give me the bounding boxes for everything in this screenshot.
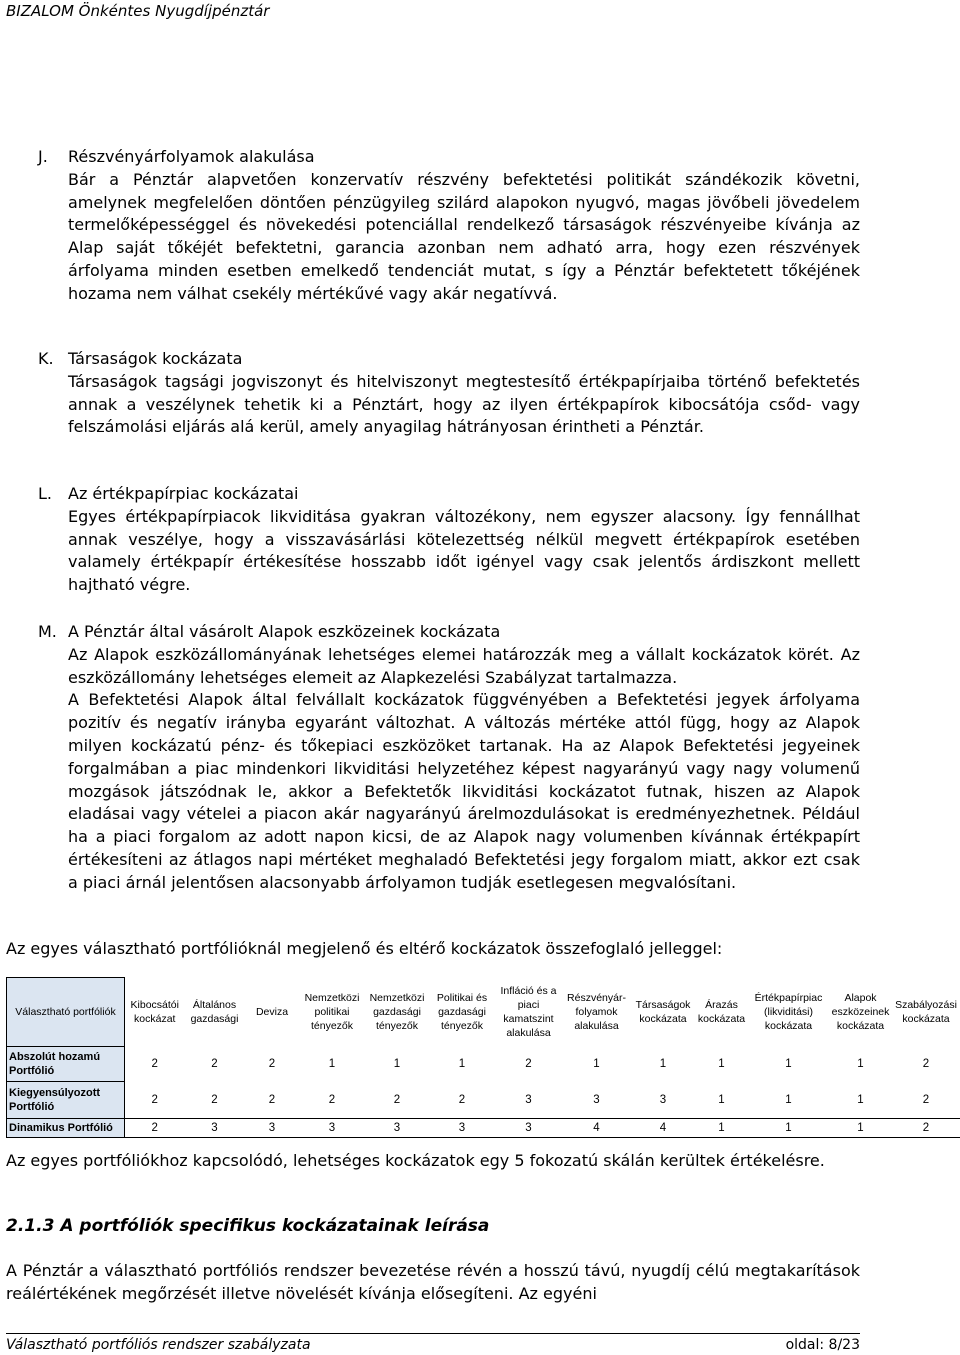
column-header: Árazás kockázata [697, 999, 746, 1025]
table-row [7, 1082, 960, 1119]
section-title: Részvényárfolyamok alakulása [68, 147, 315, 166]
column-header: Általános gazdasági [190, 999, 239, 1025]
column-header: Infláció és a piaci kamatszint alakulása [500, 985, 557, 1039]
risk-value: 2 [125, 1119, 185, 1138]
risk-value: 2 [268, 1058, 276, 1070]
row-label: Kiegyensúlyozott Portfólió [7, 1082, 125, 1119]
column-header: Nemzetközi gazdasági tényezők [369, 992, 425, 1032]
section-title: A Pénztár által vásárolt Alapok eszközeinek kockázata [68, 622, 501, 641]
subsection-heading [6, 1214, 489, 1238]
risk-value: 2 [268, 1093, 276, 1106]
risk-value: 1 [857, 1058, 864, 1070]
scale-note: Az egyes portfóliókhoz kapcsolódó, lehetséges kockázatok egy 5 fokozatú skálán kerültek értékelésre. [6, 1151, 825, 1170]
section-letter: K. [38, 349, 54, 368]
risk-value: 2 [922, 1058, 930, 1070]
risk-table [6, 977, 960, 1138]
section-title-row [38, 483, 860, 506]
column-header: Kibocsátói kockázat [130, 999, 179, 1025]
risk-value: 1 [718, 1058, 725, 1070]
column-header: Alapok eszközeinek kockázata [831, 992, 890, 1032]
section-body [68, 506, 860, 597]
risk-value: 1 [718, 1093, 725, 1106]
section-title: Az értékpapírpiac kockázatai [68, 484, 299, 503]
section-paragraph: Társaságok tagsági jogviszonyt és hitelviszonyt megtestesítő értékpapírjaiba történő befektetés annak a veszélynek tehetik ki a Pénztárt, hogy az ilyen értékpapírok kibocsátója csőd- vagy felszámolási eljárás alá kerül, amely anyagilag hátrányosan érintheti a Pénztár. [68, 371, 860, 437]
page-number: oldal: 8/23 [785, 1337, 860, 1353]
risk-value: 4 [563, 1119, 631, 1138]
risk-value: 1 [393, 1058, 401, 1070]
risk-value: 1 [328, 1058, 336, 1070]
risk-value: 3 [659, 1093, 667, 1106]
section-letter: L. [38, 484, 52, 503]
risk-value: 3 [525, 1093, 532, 1106]
risk-value: 3 [430, 1119, 495, 1138]
footer-document-title: Választható portfóliós rendszer szabályzata [6, 1337, 311, 1353]
section-title: Társaságok kockázata [68, 349, 243, 368]
section-l [38, 483, 860, 597]
footer-divider [6, 1333, 860, 1334]
section-paragraph: Az Alapok eszközállományának lehetséges elemei határozzák meg a vállalt kockázatok körét. Az eszközállomány lehetséges elemeit az Alapkezelési Szabályzat tartalmazza. [68, 644, 860, 687]
risk-value: 3 [593, 1093, 600, 1106]
risk-value: 1 [696, 1119, 748, 1138]
risk-value: 2 [151, 1093, 158, 1106]
risk-value: 2 [328, 1093, 336, 1106]
risk-value: 3 [185, 1119, 245, 1138]
section-body [68, 644, 860, 895]
section-title-row [38, 348, 860, 371]
row-label: Dinamikus Portfólió [7, 1119, 125, 1138]
section-m [38, 621, 860, 895]
section-letter: J. [38, 147, 48, 166]
table-row [7, 1119, 960, 1138]
risk-value: 2 [892, 1119, 960, 1138]
column-header: Deviza [255, 1006, 289, 1018]
risk-value: 1 [830, 1119, 892, 1138]
risk-value: 2 [922, 1093, 930, 1106]
column-header: Politikai és gazdasági tényezők [436, 992, 488, 1032]
risk-value: 1 [659, 1058, 667, 1070]
section-body [68, 169, 860, 306]
risk-table-corner: Választható portfóliók [7, 978, 125, 1047]
risk-value: 2 [525, 1058, 532, 1070]
risk-value: 1 [593, 1058, 600, 1070]
section-title-row [38, 146, 860, 169]
section-title-row [38, 621, 860, 644]
column-header: Társaságok kockázata [635, 999, 691, 1025]
risk-value: 3 [495, 1119, 563, 1138]
document-header: BIZALOM Önkéntes Nyugdíjpénztár [6, 2, 270, 20]
risk-value: 1 [748, 1119, 830, 1138]
section-k [38, 348, 860, 439]
subsection-title: A portfóliók specifikus kockázatainak leírása [60, 1216, 490, 1236]
risk-value: 1 [857, 1093, 864, 1106]
risk-value: 1 [458, 1058, 466, 1070]
risk-value: 3 [245, 1119, 300, 1138]
section-j [38, 146, 860, 306]
risk-value: 2 [211, 1093, 218, 1106]
risk-value: 2 [211, 1058, 218, 1070]
column-header: Értékpapírpiac (likviditási) kockázata [754, 992, 823, 1032]
section-letter: M. [38, 622, 57, 641]
risk-value: 2 [458, 1093, 466, 1106]
row-label: Abszolút hozamú Portfólió [7, 1047, 125, 1082]
risk-value: 1 [785, 1058, 792, 1070]
section-paragraph: A Befektetési Alapok által felvállalt kockázatok függvényében a Befektetési jegyek árfolyama pozitív és negatív irányba egyaránt változhat. A változás mértéke attól függ, hogy az Alapok milyen kockázatú pénz- és tőkepiaci eszközöket tartanak. Ha az Alapok Befektetési jegyeinek forgalmában a piac mindenkori likviditási helyzetéhez képest nagyarányú vagy nagy volumenű mozgások játszódnak le, akkor a Befektetők likviditási kockázatot futnak, hiszen az Alapok eladásai vagy vételei a piacon akár nagyarányú árelmozdulásokat is eredményezhetnek. Például ha a piaci forgalom az adott napon kicsi, de az Alapok nagy volumenben kívánnak értékpapírt értékesíteni az átlagos napi mértéket meghaladó Befektetési jegy forgalom miatt, akkor ezt csak a piaci árnál jelentősen alacsonyabb árfolyamon tudják esetlegesen megvalósítani. [68, 690, 860, 892]
risk-value: 3 [365, 1119, 430, 1138]
summary-text: Az egyes választható portfólióknál megjelenő és eltérő kockázatok összefoglaló jelleggel: [6, 939, 723, 958]
table-row [7, 1047, 960, 1082]
risk-table-header-row [7, 978, 960, 1047]
subsection-number: 2.1.3 [6, 1216, 55, 1236]
risk-value: 2 [393, 1093, 401, 1106]
section-paragraph: Egyes értékpapírpiacok likviditása gyakran változékony, nem egyszer alacsony. Így fennállhat annak veszélye, hogy a visszavásárlási kötelezettség nélkül megvett értékpapírok esetében valamely értékpapír értékesítése hosszabb időt igényel vagy csak jelentős árdiszkont mellett hajtható végre. [68, 506, 860, 595]
risk-value: 3 [300, 1119, 365, 1138]
column-header: Szabályozási kockázata [895, 999, 957, 1025]
risk-value: 2 [151, 1058, 158, 1070]
column-header: Részvényár-folyamok alakulása [567, 992, 626, 1032]
column-header: Nemzetközi politikai tényezők [304, 992, 360, 1032]
risk-value: 1 [785, 1093, 792, 1106]
risk-value: 4 [631, 1119, 696, 1138]
section-paragraph: Bár a Pénztár alapvetően konzervatív részvény befektetési politikát szándékozik követni, amelynek megfelelően döntően pénzügyileg szilárd alapokon nyugvó, magas jövőbeli jövedelem termelőképességgel és növekedési potenciállal rendelkező társaságok részvényeibe kívánja az Alap saját tőkéjét befektetni, garancia azonban nem adható arra, hogy ezen részvények árfolyama minden esetben emelkedő tendenciát mutat, s így a Pénztár befektetett tőkéjének hozama nem válhat csekély mértékűvé vagy akár negatívvá. [68, 169, 860, 303]
section-body [68, 371, 860, 439]
intro-paragraph: A Pénztár a választható portfóliós rendszer bevezetése révén a hosszú távú, nyugdíj célú megtakarítások reálértékének megőrzését illetve növelését kívánja elősegíteni. Az egyéni [6, 1261, 860, 1303]
